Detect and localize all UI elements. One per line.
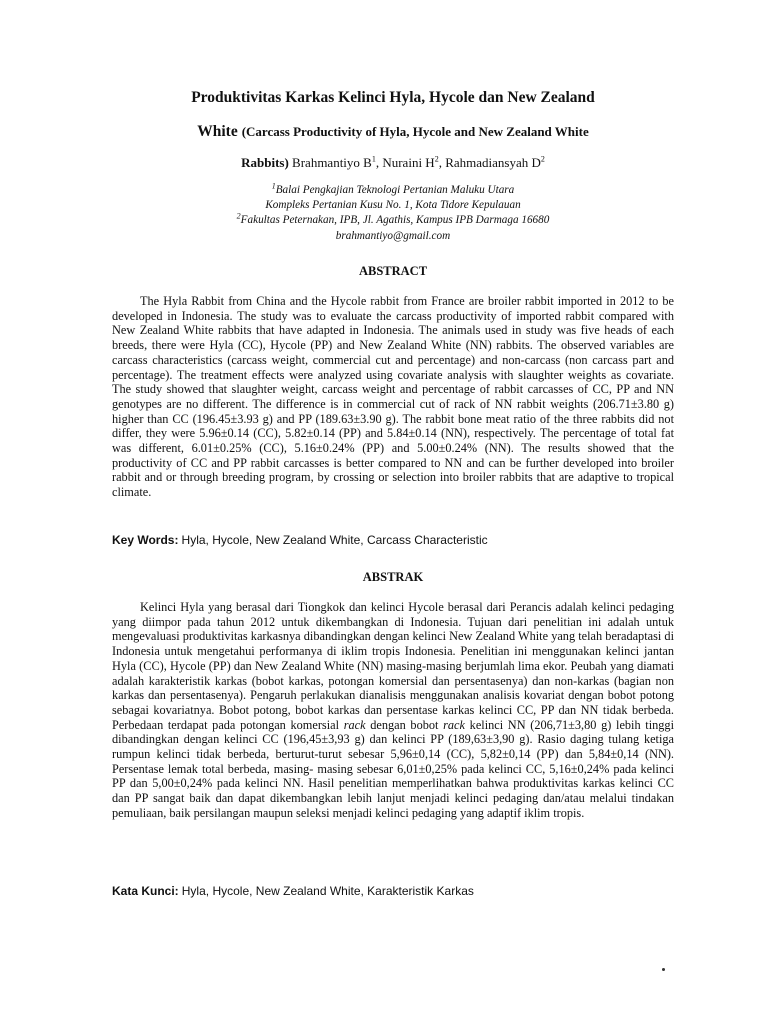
- author-2: Nuraini H: [382, 155, 435, 170]
- title-line-1: Produktivitas Karkas Kelinci Hyla, Hycole dan New Zealand: [191, 89, 595, 106]
- kata-kunci-label: Kata Kunci:: [112, 884, 179, 898]
- author-1: Brahmantiyo B: [292, 155, 372, 170]
- author-3: Rahmadiansyah D: [445, 155, 541, 170]
- abstract-keywords: [112, 533, 674, 548]
- abstract-heading: ABSTRACT: [358, 264, 428, 278]
- affiliation-1: [112, 183, 674, 198]
- author-3-sup: 2: [540, 154, 545, 164]
- author-1-sup: 1: [371, 154, 376, 164]
- abstrak-text-3: kelinci NN (206,71±3,80 g) lebih tinggi dibandingkan dengan kelinci CC (196,45±3,93 g) dan kelinci PP (189,63±3,90 g). Rasio daging tulang ketiga rumpun kelinci tidak berbeda, berturut-turut sebesar 5,96±0,14 (CC), 5,82±0,14 (PP) dan 5,84±0,14 (NN). Persentase lemak total berbeda, masing- masing sebesar 6,01±0,25% pada kelinci CC, 5,16±0,24% pada kelinci PP dan 5,00±0,24% pada kelinci NN. Hasil penelitian memperlihatkan bahwa produktivitas karkas kelinci CC dan PP sangat baik dan dapat dikembangkan lebih lanjut menjadi kelinci pedaging dan/atau melalui tindakan pemuliaan, baik persilangan maupun seleksi menjadi kelinci pedaging yang adaptif iklim tropis.: [112, 717, 675, 820]
- abstract-body: The Hyla Rabbit from China and the Hycole rabbit from France are broiler rabbit imported in 2012 to be developed in Indonesia. The study was to evaluate the carcass productivity of imported rabbit compared with New Zealand White rabbits that have adapted in Indonesia. The animals used in study was five heads of each breeds, there were Hyla (CC), Hycole (PP) and New Zealand White (NN) rabbits. The observed variables are carcass characteristics (carcass weight, commercial cut and percentage) and non-carcass (non carcass part and percentage). The treatment effects were analyzed using covariate analysis with slaughter weights as covariate. The study showed that slaughter weight, carcass weight and percentage of rabbit carcasses of CC, PP and NN genotypes are no different. The difference is in commercial cut of rack of NN rabbit weights (206.71±3.80 g) higher than CC (196.45±3.93 g) and PP (189.63±3.90 g). The rabbit bone meat ratio of the three rabbits did not differ, they were 5.96±0.14 (CC), 5.82±0.14 (PP) and 5.84±0.14 (NN), respectively. The percentage of total fat was different, 6.01±0.25% (CC), 5.16±0.24% (PP) and 5.00±0.24% (NN). The results showed that the productivity of CC and PP rabbit carcasses is better compared to NN and can be further developed into broiler rabbit and or through breeding program, by crossing or selection into broiler rabbits that are adaptive to tropical climate.: [112, 294, 674, 500]
- affiliation-1-address: Kompleks Pertanian Kusu No. 1, Kota Tidore Kepulauan: [265, 199, 521, 212]
- abstrak-text-1: Kelinci Hyla yang berasal dari Tiongkok dan kelinci Hycole berasal dari Perancis adalah kelinci pedaging yang diimpor pada tahun 2012 untuk dikembangkan di Indonesia. Tujuan dari penelitian ini adalah untuk mengevaluasi produktivitas karkasnya dibandingkan dengan kelinci New Zealand White yang telah beradaptasi di Indonesia untuk mengetahui performanya di iklim tropis Indonesia. Penelitian ini menggunakan kelinci jantan Hyla (CC), Hycole (PP) dan New Zealand White (NN) masing-masing berjumlah lima ekor. Peubah yang diamati adalah karakteristik karkas (bobot karkas, potongan komersial dan persentasenya) dan non-karkas (bagian non karkas dan persentasenya). Pengaruh perlakukan dianalisis menggunakan analisis kovariat dengan bobot potong sebagai kovariatnya. Bobot potong, bobot karkas dan persentase karkas kelinci CC, PP dan NN tidak berbeda. Perbedaan terdapat pada potongan komersial: [112, 600, 674, 732]
- abstrak-body: [112, 600, 674, 821]
- abstrak-rack-2: rack: [443, 717, 465, 732]
- affiliation-2-sup: 2: [236, 211, 241, 221]
- page-speck: [662, 968, 665, 971]
- abstrak-rack-1: rack: [343, 717, 366, 732]
- affiliation-2: [112, 213, 674, 228]
- kata-kunci-text: Hyla, Hycole, New Zealand White, Karakteristik Karkas: [181, 884, 474, 898]
- paper-title: [112, 88, 674, 108]
- affiliation-1-text: Balai Pengkajian Teknologi Pertanian Maluku Utara: [275, 184, 515, 196]
- title-line-2-main: White: [197, 123, 238, 140]
- contact-email: brahmantiyo@gmail.com: [335, 229, 451, 242]
- author-line: Rabbits) Brahmantiyo $B^1$, Nuraini $H^2$, Rahmadiansyah $D^2$: [241, 154, 545, 170]
- author-2-sup: 2: [434, 154, 439, 164]
- keywords-label: Key Words:: [112, 533, 179, 547]
- title-line-3-english: Rabbits): [241, 155, 289, 170]
- paper-title-continued: [112, 122, 674, 142]
- keywords-text: Hyla, Hycole, New Zealand White, Carcass Characteristic: [181, 533, 488, 547]
- abstrak-keywords: [112, 884, 674, 899]
- affiliations: [112, 183, 674, 244]
- title-line-2-english: (Carcass Productivity of Hyla, Hycole and New Zealand White: [241, 124, 589, 139]
- affiliation-1-sup: 1: [271, 181, 276, 191]
- abstrak-text-2: dengan bobot: [365, 717, 444, 732]
- affiliation-2-text: Fakultas Peternakan, IPB, Jl. Agathis, Kampus IPB Darmaga 16680: [240, 214, 550, 227]
- abstrak-heading: ABSTRAK: [362, 570, 424, 584]
